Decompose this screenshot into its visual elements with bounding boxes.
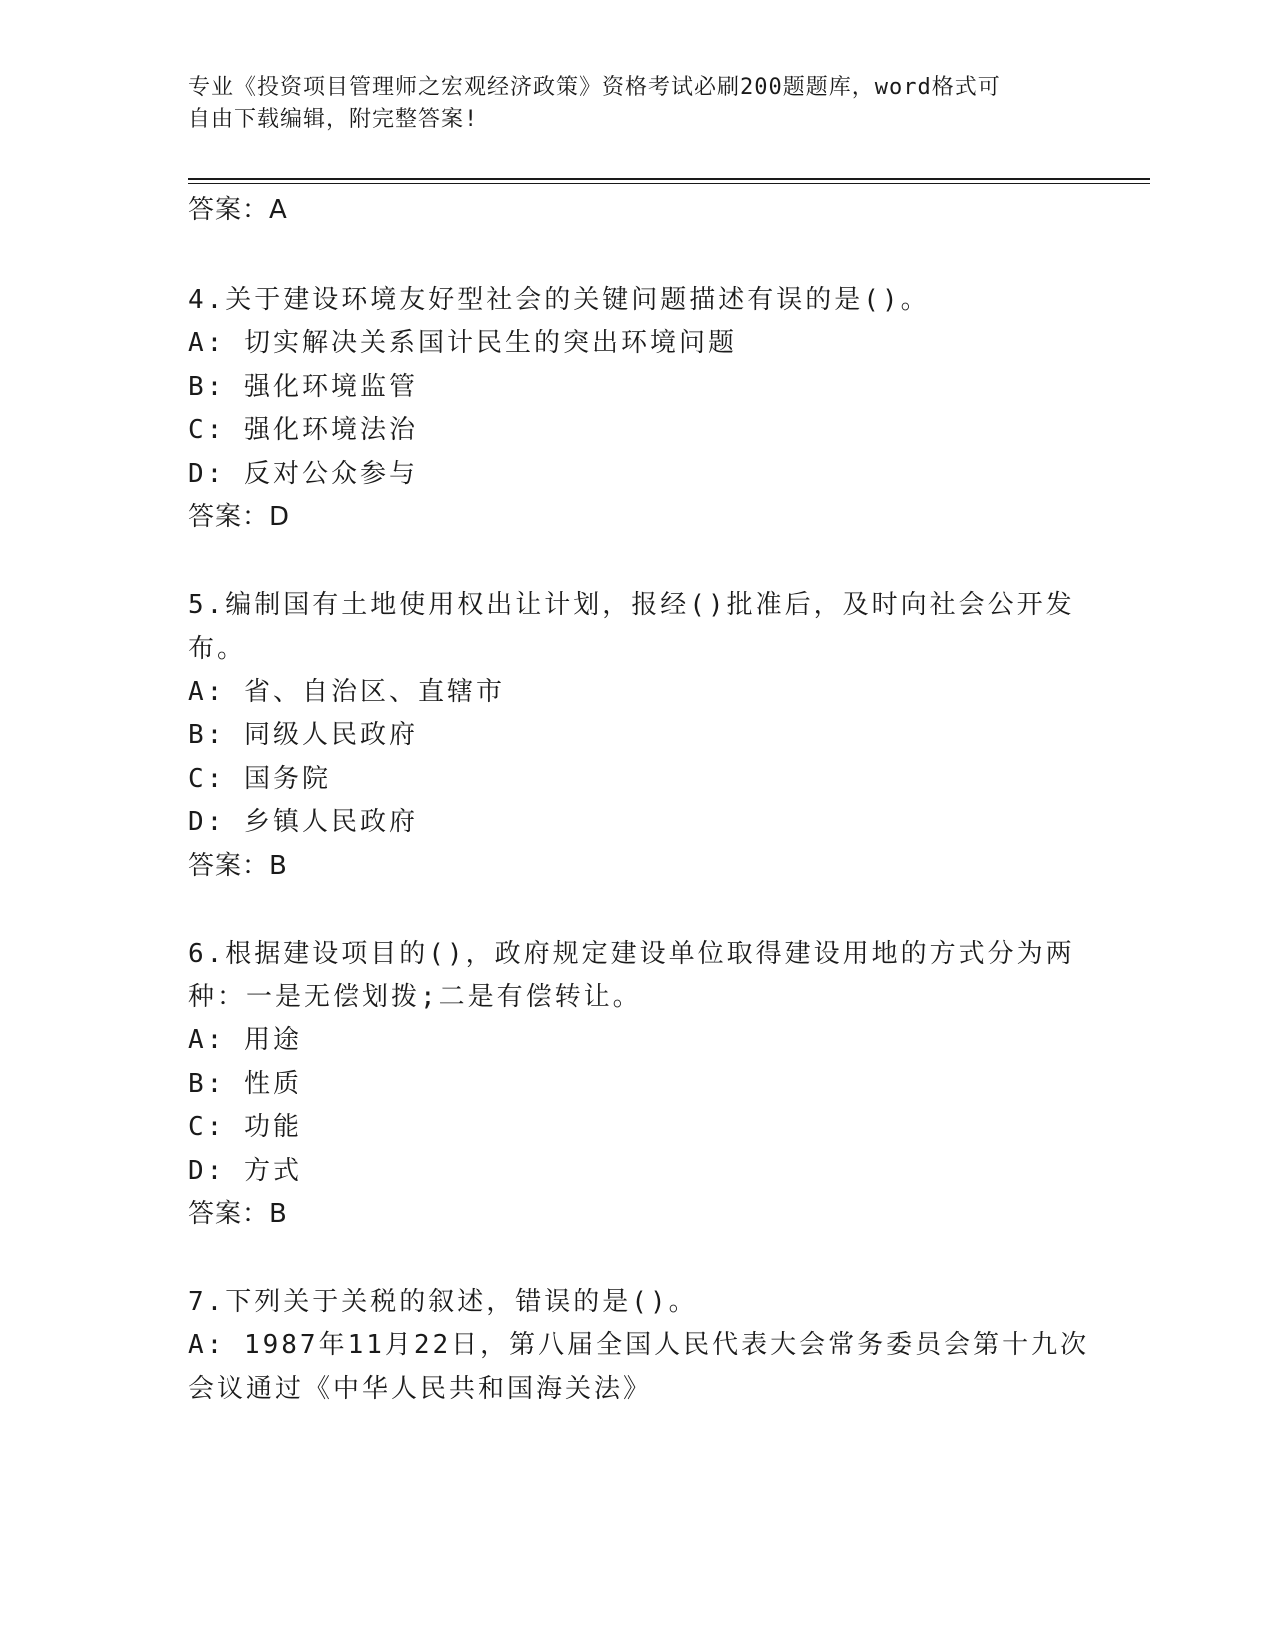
question-5-stem-line-2: 布。 [188, 634, 247, 664]
question-4-stem: 4.关于建设环境友好型社会的关键问题描述有误的是()。 [188, 285, 930, 315]
question-6-option-c: C: 功能 [188, 1112, 302, 1142]
question-6-option-b: B: 性质 [188, 1069, 302, 1099]
question-5-option-a: A: 省、自治区、直辖市 [188, 677, 505, 707]
header-divider-thick [188, 178, 1150, 180]
question-6-answer: 答案：B [188, 1199, 288, 1229]
question-4-option-b: B: 强化环境监管 [188, 372, 418, 402]
question-6-stem-line-2: 种：一是无偿划拨;二是有偿转让。 [188, 982, 642, 1012]
question-4-option-a: A: 切实解决关系国计民生的突出环境问题 [188, 328, 737, 358]
question-5-option-d: D: 乡镇人民政府 [188, 807, 418, 837]
header-divider-thin [188, 183, 1150, 184]
question-5-option-c: C: 国务院 [188, 764, 331, 794]
question-4-option-c: C: 强化环境法治 [188, 415, 418, 445]
question-7-option-a-line-2: 会议通过《中华人民共和国海关法》 [188, 1374, 653, 1404]
question-7-option-a-line-1: A: 1987年11月22日，第八届全国人民代表大会常务委员会第十九次 [188, 1330, 1090, 1360]
header-line-2: 自由下载编辑，附完整答案! [188, 107, 479, 132]
document-header [188, 72, 1068, 136]
question-4-answer: 答案：D [188, 502, 291, 532]
question-6-option-d: D: 方式 [188, 1156, 302, 1186]
question-5-stem-line-1: 5.编制国有土地使用权出让计划，报经()批准后，及时向社会公开发 [188, 590, 1075, 620]
answer-prev: 答案：A [188, 195, 288, 225]
question-5-option-b: B: 同级人民政府 [188, 720, 418, 750]
header-line-1: 专业《投资项目管理师之宏观经济政策》资格考试必刷200题题库，word格式可 [188, 75, 1001, 100]
question-7-stem: 7.下列关于关税的叙述，错误的是()。 [188, 1287, 698, 1317]
question-6-option-a: A: 用途 [188, 1025, 302, 1055]
question-5-answer: 答案：B [188, 851, 288, 881]
question-4-option-d: D: 反对公众参与 [188, 459, 418, 489]
question-6-stem-line-1: 6.根据建设项目的()，政府规定建设单位取得建设用地的方式分为两 [188, 939, 1075, 969]
